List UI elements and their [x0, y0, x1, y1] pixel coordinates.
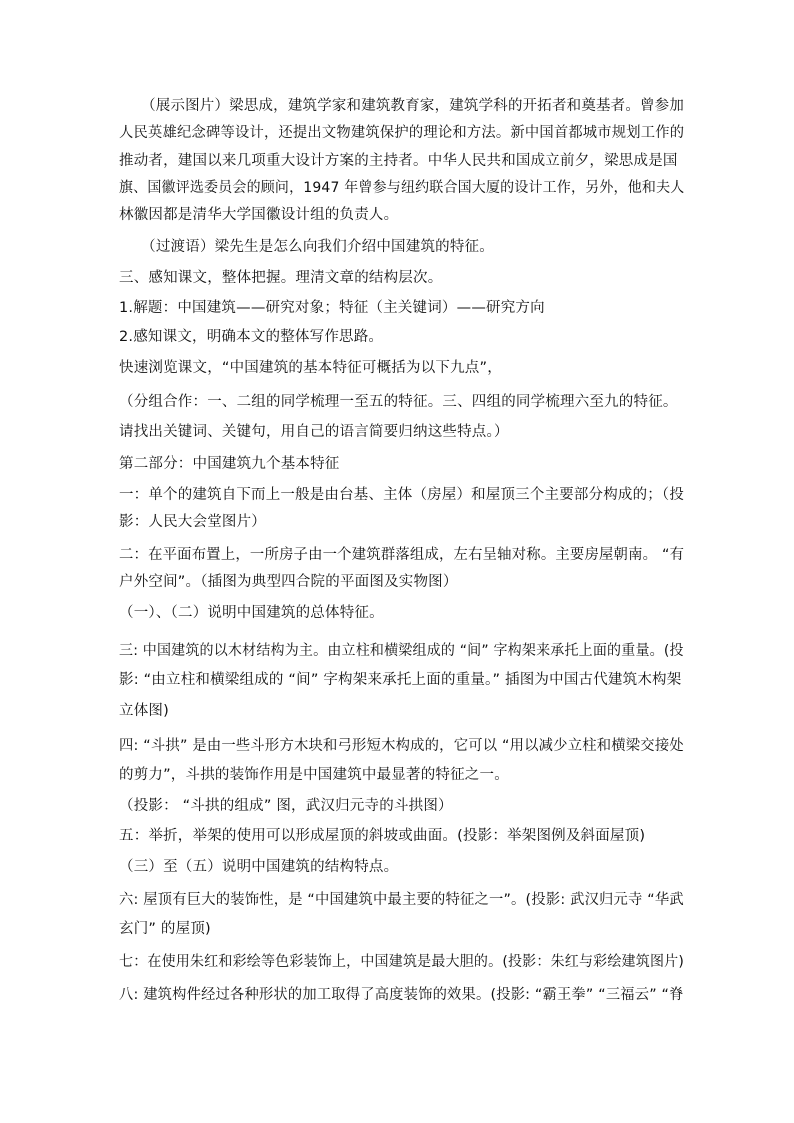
paragraph-line: 六: 屋顶有巨大的装饰性，是 “中国建筑中最主要的特征之一”。(投影: 武汉归元寺 “华武: [119, 892, 684, 908]
section-heading: 三、感知课文，整体把握。理清文章的结构层次。: [119, 270, 443, 286]
paragraph-line: （投影： “斗拱的组成” 图，武汉归元寺的斗拱图）: [119, 798, 453, 814]
paragraph-line: 快速浏览课文，“中国建筑的基本特征可概括为以下九点”，: [119, 360, 502, 376]
paragraph-line: 影：人民大会堂图片）: [119, 514, 266, 530]
section-heading: 第二部分：中国建筑九个基本特征: [119, 456, 340, 472]
paragraph-line: 人民英雄纪念碑等设计，还提出文物建筑保护的理论和方法。新中国首都城市规划工作的: [119, 125, 685, 141]
paragraph-line: 三: 中国建筑的以木材结构为主。由立柱和横梁组成的 “间” 字构架来承托上面的重量。(投: [119, 643, 684, 659]
paragraph-line: 推动者，建国以来几项重大设计方案的主持者。中华人民共和国成立前夕，梁思成是国: [119, 153, 678, 169]
paragraph-line: 2.感知课文，明确本文的整体写作思路。: [119, 329, 384, 345]
paragraph-line: 一：单个的建筑自下而上一般是由台基、主体（房屋）和屋顶三个主要部分构成的；（投: [119, 487, 685, 503]
paragraph-line: 四: “斗拱” 是由一些斗形方木块和弓形短木构成的，它可以 “用以减少立柱和横梁交接处: [119, 738, 684, 754]
paragraph-line: 林徽因都是清华大学国徽设计组的负责人。: [119, 207, 399, 223]
paragraph-line: 立体图): [119, 703, 169, 719]
paragraph-line: （一）、（二）说明中国建筑的总体特征。: [119, 605, 384, 621]
paragraph-line: 五：举折，举架的使用可以形成屋顶的斜坡或曲面。(投影：举架图例及斜面屋顶): [119, 828, 646, 844]
paragraph-line: 玄门” 的屋顶): [119, 921, 211, 937]
paragraph-line: 七：在使用朱红和彩绘等色彩装饰上，中国建筑是最大胆的。(投影：朱红与彩绘建筑图片): [119, 954, 685, 970]
paragraph-line: （三）至（五）说明中国建筑的结构特点。: [119, 859, 399, 875]
paragraph-line: 1.解题：中国建筑——研究对象；特征（主关键词）——研究方向: [119, 300, 545, 316]
paragraph-line: 请找出关键词、关键句，用自己的语言简要归纳这些特点。）: [119, 424, 509, 440]
paragraph-line: 八: 建筑构件经过各种形状的加工取得了高度装饰的效果。(投影: “霸王拳” “三福云” “脊: [119, 987, 684, 1003]
paragraph-line: 旗、国徽评选委员会的顾问，1947 年曾参与纽约联合国大厦的设计工作，另外，他和夫人: [119, 180, 685, 196]
paragraph-line: 影: “由立柱和横梁组成的 “间” 字构架来承托上面的重量。” 插图为中国古代建筑木构架: [119, 672, 682, 688]
paragraph-line: 户外空间”。（插图为典型四合院的平面图及实物图）: [119, 574, 458, 590]
paragraph-line: 二：在平面布置上，一所房子由一个建筑群落组成，左右呈轴对称。主要房屋朝南。 “有: [119, 547, 685, 563]
paragraph-line: （分组合作：一、二组的同学梳理一至五的特征。三、四组的同学梳理六至九的特征。: [119, 394, 678, 410]
paragraph-line: 的剪力”，斗拱的装饰作用是中国建筑中最显著的特征之一。: [119, 767, 509, 783]
paragraph-line: （过渡语）梁先生是怎么向我们介绍中国建筑的特征。: [119, 239, 494, 255]
paragraph-line: （展示图片）梁思成，建筑学家和建筑教育家，建筑学科的开拓者和奠基者。曾参加: [119, 98, 685, 114]
